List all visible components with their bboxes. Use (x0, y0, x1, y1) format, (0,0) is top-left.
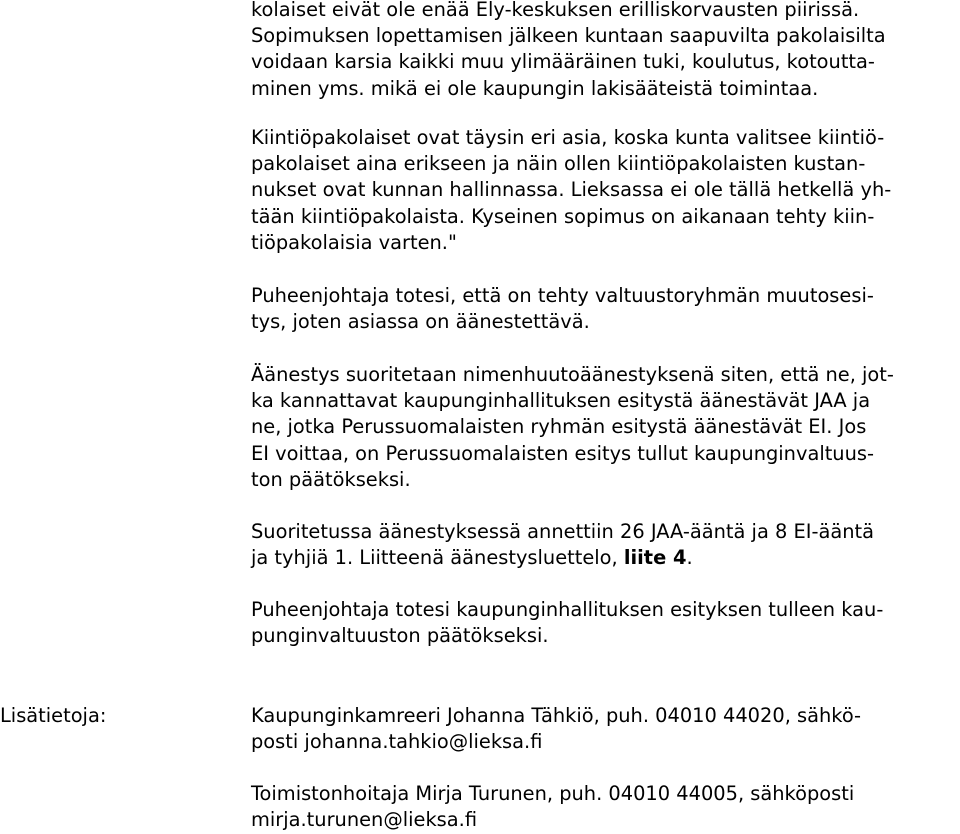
text-line: kolaiset eivät ole enää Ely-keskuksen erilliskorvausten piirissä. (251, 0, 860, 21)
contact-person-2 (251, 781, 951, 833)
text-line: voidaan karsia kaikki muu ylimääräinen tuki, koulutus, kotoutta- (251, 50, 875, 74)
text-line: tiöpakolaisia varten." (251, 230, 457, 254)
text-line: Puheenjohtaja totesi kaupunginhallituksen esityksen tulleen kau- (251, 598, 884, 621)
text-line: pakolaiset aina erikseen ja näin ollen kiintiöpakolaisten kustan- (251, 152, 866, 176)
text-line: Kaupunginkamreeri Johanna Tähkiö, puh. 04010 44020, sähkö- (251, 704, 862, 727)
text-line: Toimistonhoitaja Mirja Turunen, puh. 04010 44005, sähköposti (251, 782, 855, 805)
text-line: ne, jotka Perussuomalaisten ryhmän esitystä äänestävät EI. Jos (251, 415, 867, 439)
text-line: tään kiintiöpakolaista. Kyseinen sopimus on aikanaan tehty kiin- (251, 204, 875, 228)
text-line: mirja.turunen@lieksa.fi (251, 808, 478, 832)
text-line: posti johanna.tahkio@lieksa.fi (251, 730, 543, 754)
paragraph-quota-refugees (251, 125, 951, 256)
text-line: Suoritetussa äänestyksessä annettiin 26 JAA-ääntä ja 8 EI-ääntä (251, 520, 874, 543)
text-line: EI voittaa, on Perussuomalaisten esitys tullut kaupunginvaltuus- (251, 441, 874, 465)
paragraph-voting-result (251, 519, 951, 571)
paragraph-refugee-agreement (251, 0, 951, 102)
paragraph-chair-proposal (251, 283, 951, 335)
contact-label: Lisätietoja: (0, 704, 107, 727)
text-line: Puheenjohtaja totesi, että on tehty valtuustoryhmän muutosesi- (251, 284, 874, 307)
text-line: ton päätökseksi. (251, 467, 411, 491)
text-line: nukset ovat kunnan hallinnassa. Lieksassa ei ole tällä hetkellä yh- (251, 178, 892, 202)
contact-person-1 (251, 703, 951, 755)
text-line: tys, joten asiassa on äänestettävä. (251, 310, 590, 334)
text-segment: . (686, 546, 693, 570)
paragraph-voting-procedure (251, 362, 951, 493)
text-segment: ja tyhjiä 1. Liitteenä äänestysluettelo, (251, 546, 624, 570)
paragraph-decision (251, 597, 951, 649)
text-line: ka kannattavat kaupunginhallituksen esitystä äänestävät JAA ja (251, 389, 871, 413)
attachment-reference: liite 4 (623, 546, 687, 570)
text-line: Kiintiöpakolaiset ovat täysin eri asia, koska kunta valitsee kiintiö- (251, 126, 885, 149)
text-line: Sopimuksen lopettamisen jälkeen kuntaan saapuvilta pakolaisilta (251, 24, 886, 48)
text-line: Äänestys suoritetaan nimenhuutoäänestyksenä siten, että ne, jot- (251, 363, 894, 386)
text-line: punginvaltuuston päätökseksi. (251, 624, 549, 648)
text-line: minen yms. mikä ei ole kaupungin lakisääteistä toimintaa. (251, 76, 819, 100)
text-line (251, 545, 951, 571)
